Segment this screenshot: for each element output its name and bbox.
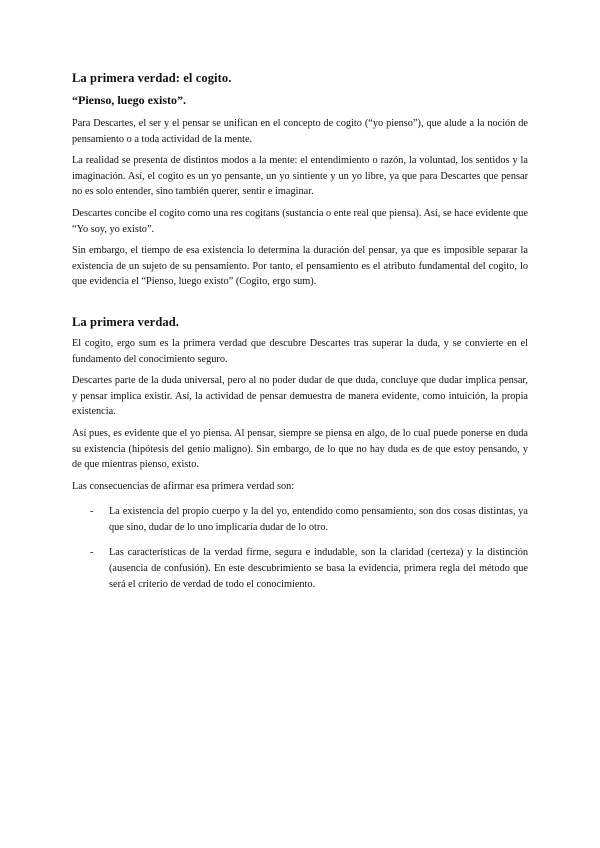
paragraph: Descartes concibe el cogito como una res cogitans (sustancia o ente real que piensa). Así, se hace evidente que “Yo soy, yo existo”.: [72, 207, 528, 235]
paragraph: Sin embargo, el tiempo de esa existencia lo determina la duración del pensar, ya que es imposible separar la existencia de un sujeto de su pensamiento. Por tanto, el pensamiento es el atributo fundamental del cogito, lo que evidencia el “Pienso, luego existo” (Cogito, ergo sum).: [72, 245, 528, 288]
section-title-cogito: La primera verdad: el cogito.: [72, 71, 232, 85]
list-item-text: La existencia del propio cuerpo y la del yo, entendido como pensamiento, son dos cosas distintas, ya que sino, dudar de lo uno implicaría dudar de lo otro.: [109, 506, 528, 533]
paragraph: La realidad se presenta de distintos modos a la mente: el entendimiento o razón, la voluntad, los sentidos y la imaginación. Así, el cogito es un yo pensante, un yo sintiente y un yo libre, ya que para Descartes que pensar no es solo entender, sino también querer, sentir e imaginar.: [72, 155, 528, 198]
consequences-list: [72, 504, 528, 592]
paragraph: Las consecuencias de afirmar esa primera verdad son:: [72, 480, 295, 492]
list-dash-marker: -: [90, 547, 94, 559]
list-item-text: Las características de la verdad firme, segura e indudable, son la claridad (certeza) y la distinción (ausencia de confusión). En este descubrimiento se basa la evidencia, primera regla del método que será el criterio de verdad de todo el conocimiento.: [109, 547, 528, 590]
section-spacer: [72, 296, 528, 314]
section-subtitle-pienso: “Pienso, luego existo”.: [72, 93, 186, 107]
paragraph: Descartes parte de la duda universal, pero al no poder dudar de que duda, concluye que dudar implica pensar, y pensar implica existir. Así, la actividad de pensar demuestra de manera evidente, como intuición, la propia existencia.: [72, 375, 528, 418]
paragraph: Así pues, es evidente que el yo piensa. Al pensar, siempre se piensa en algo, de lo cual puede ponerse en duda su existencia (hipótesis del genio maligno). Sin embargo, de lo que no hay duda es de que estoy pensando, y de que mientras pienso, existo.: [72, 427, 528, 471]
list-item: [72, 504, 528, 535]
list-item: [72, 545, 528, 592]
section-title-primera-verdad: La primera verdad.: [72, 314, 179, 329]
list-dash-marker: -: [90, 506, 94, 518]
paragraph: El cogito, ergo sum es la primera verdad que descubre Descartes tras superar la duda, y se convierte en el fundamento del conocimiento seguro.: [72, 337, 528, 365]
paragraph: Para Descartes, el ser y el pensar se unifican en el concepto de cogito (“yo pienso”), que alude a la noción de pensamiento o a toda actividad de la mente.: [72, 118, 528, 145]
